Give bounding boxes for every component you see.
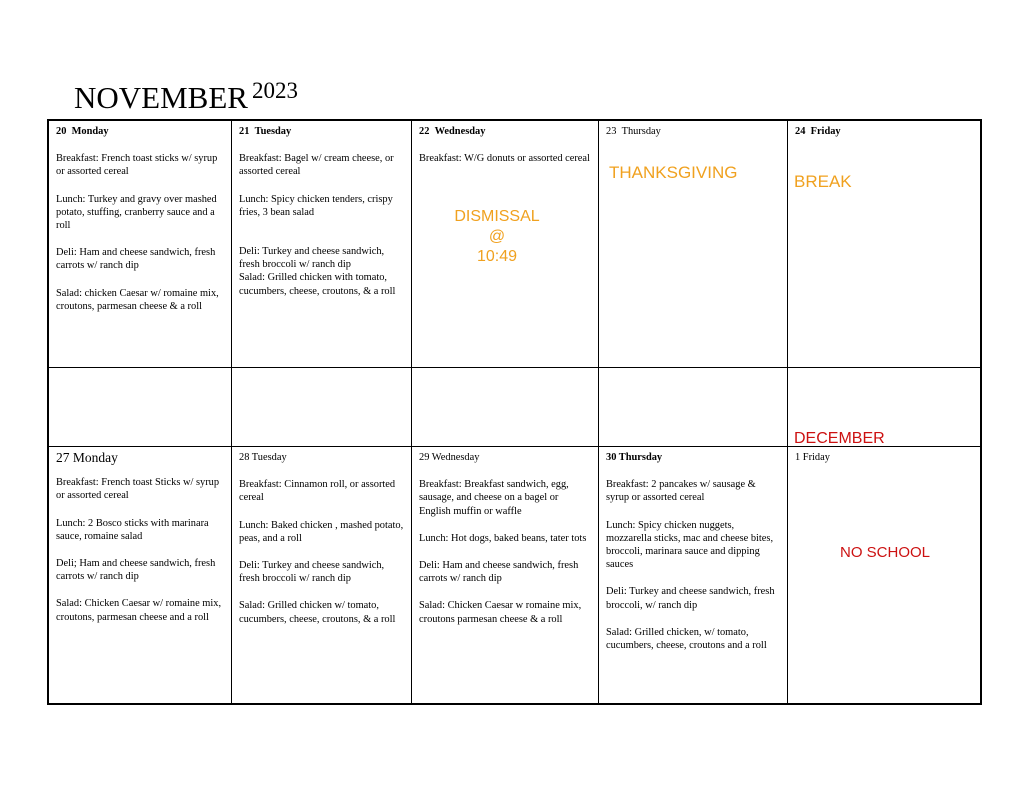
deli-item: Deli: Ham and cheese sandwich, fresh carrots w/ ranch dip	[56, 247, 216, 272]
day-number: 24	[795, 126, 806, 137]
dismissal-label: DISMISSAL	[454, 208, 540, 225]
day-cell-nov-28	[232, 447, 412, 705]
day-heading	[795, 125, 976, 138]
salad-item: Salad: Chicken Caesar w romaine mix, croutons parmesan cheese & a roll	[419, 600, 582, 625]
day-cell-dec-1	[788, 447, 982, 705]
spacer-cell	[49, 368, 232, 447]
salad-item: Salad: Grilled chicken, w/ tomato, cucumbers, cheese, croutons and a roll	[606, 626, 767, 652]
lunch-item: Lunch: Spicy chicken nuggets, mozzarella sticks, mac and cheese bites, broccoli, marinara sauce and dipping sauces	[606, 519, 774, 571]
day-name: Wednesday	[434, 126, 486, 137]
day-heading: 27 Monday	[56, 450, 118, 465]
salad-item: Salad: Grilled chicken w/ tomato, cucumbers, cheese, croutons, & a roll	[239, 600, 396, 625]
day-heading: 1 Friday	[795, 452, 830, 463]
day-heading	[56, 125, 225, 138]
deli-item: Deli: Turkey and cheese sandwich, fresh broccoli w/ ranch dip	[239, 246, 385, 271]
lunch-item: Lunch: Turkey and gravy over mashed potato, stuffing, cranberry sauce and a roll	[56, 193, 217, 232]
title-month: NOVEMBER	[74, 80, 248, 115]
day-heading: 29 Wednesday	[419, 452, 480, 463]
day-heading: 28 Tuesday	[239, 452, 287, 463]
lunch-item: Lunch: Hot dogs, baked beans, tater tots	[419, 532, 587, 544]
calendar-title	[74, 80, 298, 116]
salad-item: Salad: Grilled chicken with tomato, cucumbers, cheese, croutons, & a roll	[239, 272, 396, 297]
day-heading	[419, 125, 592, 138]
lunch-item: Lunch: Spicy chicken tenders, crispy fries, 3 bean salad	[239, 193, 393, 218]
salad-item: Salad: chicken Caesar w/ romaine mix, croutons, parmesan cheese & a roll	[56, 287, 219, 312]
no-school-notice: NO SCHOOL	[839, 544, 930, 561]
thanksgiving-label: THANKSGIVING	[609, 163, 738, 182]
deli-item: Deli: Turkey and cheese sandwich, fresh broccoli w/ ranch dip	[239, 560, 385, 585]
calendar-grid	[47, 119, 982, 705]
day-number: 21	[239, 126, 250, 137]
spacer-cell	[232, 368, 412, 447]
day-cell-nov-23	[599, 121, 788, 368]
day-heading	[606, 125, 781, 138]
day-heading: 30 Thursday	[606, 452, 663, 463]
day-number: 23	[606, 126, 617, 137]
breakfast-item: Breakfast: French toast Sticks w/ syrup or assorted cereal	[56, 477, 220, 502]
dismissal-at: @	[488, 228, 506, 245]
breakfast-item: Breakfast: Bagel w/ cream cheese, or assorted cereal	[239, 153, 394, 178]
spacer-cell	[599, 368, 788, 447]
dismissal-notice	[447, 207, 547, 267]
salad-item: Salad: Chicken Caesar w/ romaine mix, croutons, parmesan cheese and a roll	[56, 598, 222, 623]
spacer-cell-december	[788, 368, 982, 447]
day-cell-nov-21	[232, 121, 412, 368]
deli-item: Deli: Turkey and cheese sandwich, fresh broccoli, w/ ranch dip	[606, 586, 775, 611]
day-number: 20	[56, 126, 67, 137]
breakfast-item: Breakfast: Cinnamon roll, or assorted cereal	[239, 479, 396, 504]
day-cell-nov-24	[788, 121, 982, 368]
spacer-cell	[412, 368, 599, 447]
dismissal-time: 10:49	[476, 248, 518, 265]
day-cell-nov-29	[412, 447, 599, 705]
breakfast-item: Breakfast: Breakfast sandwich, egg, sausage, and cheese on a bagel or English muffin or waffle	[419, 479, 569, 517]
breakfast-item: Breakfast: W/G donuts or assorted cereal	[419, 153, 590, 165]
day-cell-nov-20	[49, 121, 232, 368]
day-heading	[239, 125, 405, 138]
day-name: Friday	[810, 126, 841, 137]
day-cell-nov-30	[599, 447, 788, 705]
title-year: 2023	[251, 78, 298, 103]
deli-item: Deli: Ham and cheese sandwich, fresh carrots w/ ranch dip	[419, 560, 579, 585]
breakfast-item: Breakfast: 2 pancakes w/ sausage & syrup or assorted cereal	[606, 479, 756, 504]
break-label: BREAK	[794, 172, 852, 191]
december-label: DECEMBER	[794, 429, 885, 447]
day-name: Tuesday	[254, 126, 292, 137]
day-name: Thursday	[621, 126, 661, 137]
day-name: Monday	[71, 126, 109, 137]
day-number: 22	[419, 126, 430, 137]
lunch-item: Lunch: 2 Bosco sticks with marinara sauce, romaine salad	[56, 517, 209, 542]
breakfast-item: Breakfast: French toast sticks w/ syrup or assorted cereal	[56, 153, 218, 178]
deli-item: Deli; Ham and cheese sandwich, fresh carrots w/ ranch dip	[56, 558, 216, 583]
day-cell-nov-22	[412, 121, 599, 368]
day-cell-nov-27	[49, 447, 232, 705]
lunch-item: Lunch: Baked chicken , mashed potato, peas, and a roll	[239, 519, 404, 544]
